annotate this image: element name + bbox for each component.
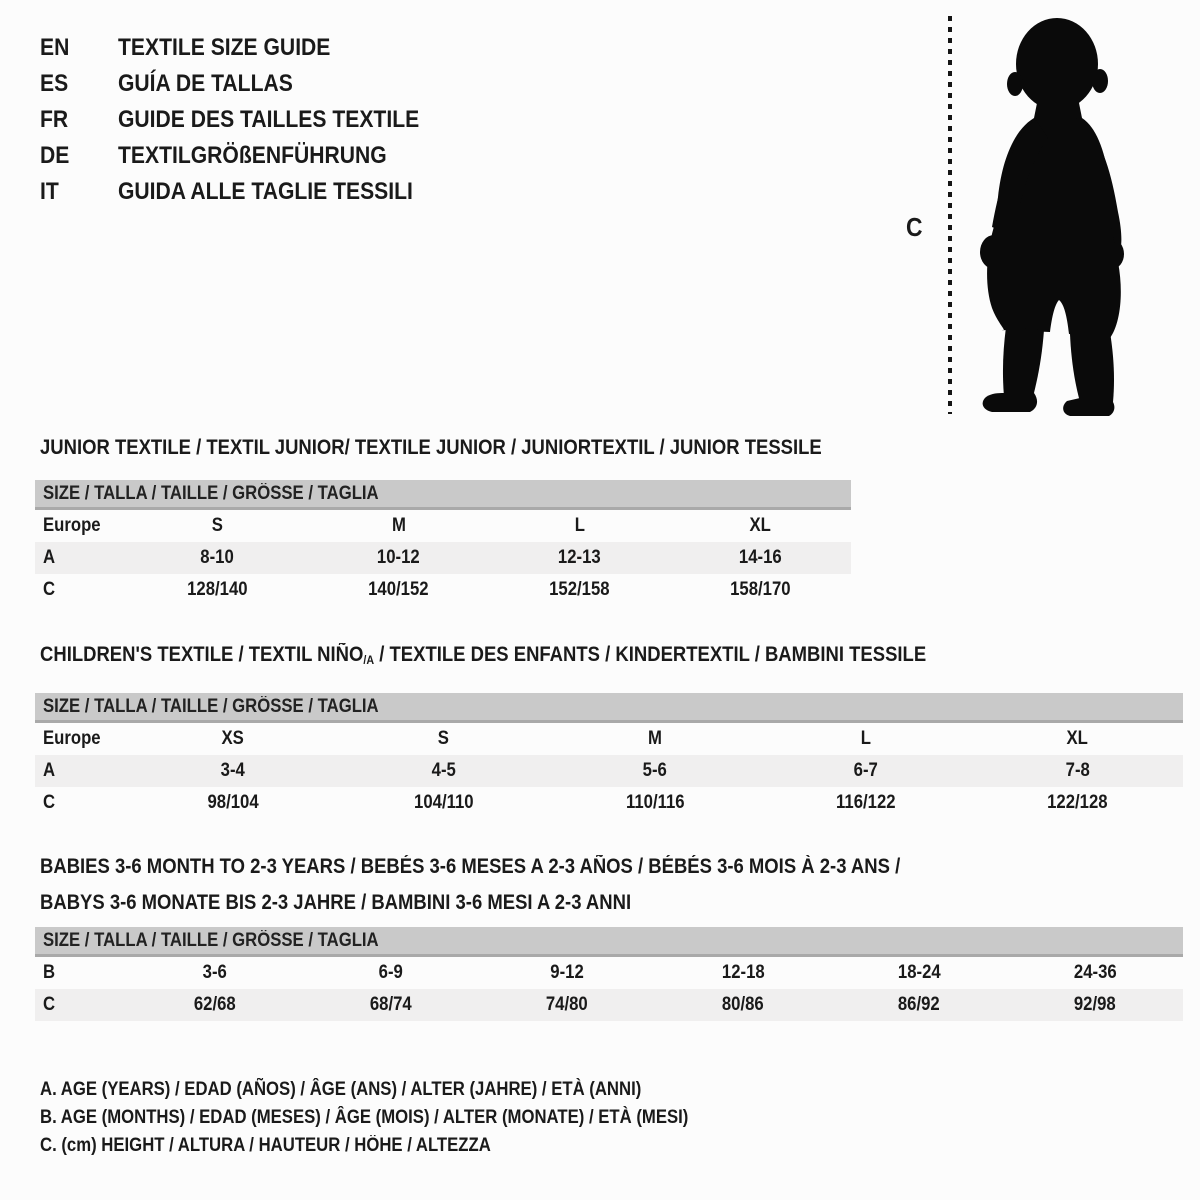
language-code: FR <box>40 106 69 133</box>
size-cell <box>479 962 655 984</box>
size-cell <box>303 994 479 1016</box>
size-cell-text: L <box>574 515 585 536</box>
table-row <box>35 510 851 542</box>
size-cell <box>308 579 489 601</box>
row-label <box>35 792 127 814</box>
size-cell-text: 110/116 <box>625 792 685 813</box>
childrens-textile-rows <box>35 723 1183 819</box>
size-cell-text: 92/98 <box>1074 994 1116 1015</box>
junior-textile-titles <box>40 436 851 460</box>
table-row <box>35 723 1183 755</box>
size-cell <box>972 728 1183 750</box>
size-cell-text: 3-6 <box>202 962 228 983</box>
size-cell-text: 7-8 <box>1065 760 1090 781</box>
size-cell-text: XL <box>749 515 772 536</box>
size-cell-text: 9-12 <box>550 962 584 983</box>
row-label-text: C <box>43 792 56 813</box>
title-part: JUNIOR TEXTILE / TEXTIL JUNIOR/ TEXTILE JUNIOR / JUNIORTEXTIL / JUNIOR TESSILE <box>40 436 822 459</box>
language-row <box>40 174 460 210</box>
row-label <box>35 994 127 1016</box>
row-label-text: A <box>43 547 56 568</box>
row-label <box>35 962 127 984</box>
size-cell <box>670 579 851 601</box>
section-title-text <box>40 885 631 921</box>
childrens-textile-section <box>35 643 1183 819</box>
size-cell <box>831 962 1007 984</box>
size-cell-text: 86/92 <box>898 994 940 1015</box>
height-measure-letter: C <box>906 212 923 242</box>
size-cell-text: M <box>391 515 406 536</box>
size-cell <box>479 994 655 1016</box>
row-label-text: C <box>43 994 56 1015</box>
language-row <box>40 30 460 66</box>
babies-textile-section <box>35 849 1183 1021</box>
size-header-label: SIZE / TALLA / TAILLE / GRÖSSE / TAGLIA <box>43 929 379 951</box>
size-cell-text: 12-13 <box>558 547 601 568</box>
height-measure-dashed-line <box>948 16 952 414</box>
language-title: TEXTILGRÖßENFÜHRUNG <box>118 142 387 169</box>
section-title-text <box>40 849 900 885</box>
size-cell <box>127 792 338 814</box>
size-cell <box>670 515 851 537</box>
section-title-text <box>40 643 926 672</box>
language-title: TEXTILE SIZE GUIDE <box>118 34 331 61</box>
table-row <box>35 787 1183 819</box>
language-code: IT <box>40 178 59 205</box>
language-row <box>40 102 460 138</box>
junior-textile-rows <box>35 510 851 606</box>
size-cell-text: 10-12 <box>377 547 420 568</box>
size-cell-text: M <box>648 728 662 749</box>
row-label <box>35 579 127 601</box>
size-cell <box>127 515 308 537</box>
title-part: BABYS 3-6 MONATE BIS 2-3 JAHRE / BAMBINI 3-6 MESI A 2-3 ANNI <box>40 891 632 914</box>
size-cell-text: 12-18 <box>721 962 765 983</box>
size-cell <box>338 728 549 750</box>
size-cell <box>549 728 760 750</box>
size-cell <box>338 760 549 782</box>
size-cell <box>972 792 1183 814</box>
babies-textile-titles <box>40 849 1183 921</box>
size-header-band <box>35 927 1183 957</box>
legend-line <box>40 1104 777 1132</box>
size-cell <box>308 547 489 569</box>
size-cell-text: 5-6 <box>642 760 668 781</box>
size-cell <box>308 515 489 537</box>
size-cell <box>670 547 851 569</box>
size-cell <box>972 760 1183 782</box>
size-cell-text: 128/140 <box>187 579 248 600</box>
size-cell <box>127 962 303 984</box>
size-cell-text: 6-7 <box>854 760 879 781</box>
row-label <box>35 728 127 750</box>
size-cell-text: 8-10 <box>200 547 235 568</box>
childrens-textile-titles <box>40 643 1183 672</box>
language-row <box>40 138 460 174</box>
babies-textile-rows <box>35 957 1183 1021</box>
section-title-text <box>40 436 822 460</box>
toddler-silhouette-icon <box>958 12 1150 420</box>
row-label <box>35 760 127 782</box>
size-cell-text: XS <box>221 728 244 749</box>
title-subscript: /A <box>363 653 375 667</box>
size-cell <box>831 994 1007 1016</box>
size-cell-text: XL <box>1066 728 1089 749</box>
size-header-band <box>35 480 851 510</box>
table-row <box>35 989 1183 1021</box>
section-title <box>40 643 1183 672</box>
table-row <box>35 574 851 606</box>
size-cell <box>489 547 670 569</box>
size-cell-text: 18-24 <box>897 962 941 983</box>
size-header-label: SIZE / TALLA / TAILLE / GRÖSSE / TAGLIA <box>43 482 379 504</box>
size-cell <box>655 994 831 1016</box>
title-part: CHILDREN'S TEXTILE / TEXTIL NIÑO <box>40 643 364 666</box>
size-cell-text: 122/128 <box>1047 792 1108 813</box>
size-cell <box>127 728 338 750</box>
language-code: DE <box>40 142 70 169</box>
language-title: GUÍA DE TALLAS <box>118 70 293 97</box>
row-label-text: C <box>43 579 56 600</box>
language-code: EN <box>40 34 70 61</box>
size-cell-text: 104/110 <box>414 792 474 813</box>
size-cell <box>127 994 303 1016</box>
size-header-band <box>35 693 1183 723</box>
legend-line-text: A. AGE (YEARS) / EDAD (AÑOS) / ÂGE (ANS) / ALTER (JAHRE) / ETÀ (ANNI) <box>40 1079 642 1100</box>
size-cell-text: 4-5 <box>431 760 456 781</box>
size-cell-text: 74/80 <box>546 994 588 1015</box>
size-cell <box>761 728 972 750</box>
height-measure-label <box>906 212 925 243</box>
table-row <box>35 755 1183 787</box>
language-code: ES <box>40 70 69 97</box>
section-title <box>40 849 1183 885</box>
language-title: GUIDA ALLE TAGLIE TESSILI <box>118 178 413 205</box>
size-cell-text: 98/104 <box>207 792 259 813</box>
size-cell <box>1007 994 1183 1016</box>
legend-line <box>40 1076 777 1104</box>
size-cell-text: S <box>211 515 224 536</box>
size-cell-text: 24-36 <box>1073 962 1117 983</box>
size-cell-text: 116/122 <box>836 792 896 813</box>
language-list <box>40 30 460 210</box>
size-cell <box>1007 962 1183 984</box>
size-cell-text: 158/170 <box>730 579 791 600</box>
size-cell <box>127 547 308 569</box>
size-header-label: SIZE / TALLA / TAILLE / GRÖSSE / TAGLIA <box>43 695 379 717</box>
row-label-text: Europe <box>43 515 101 536</box>
size-cell <box>761 760 972 782</box>
size-cell <box>549 792 760 814</box>
section-title <box>40 885 1183 921</box>
row-label-text: A <box>43 760 56 781</box>
language-title: GUIDE DES TAILLES TEXTILE <box>118 106 420 133</box>
legend-line <box>40 1132 777 1160</box>
size-cell-text: 152/158 <box>549 579 610 600</box>
size-cell-text: 3-4 <box>220 760 245 781</box>
row-label <box>35 547 127 569</box>
title-part: BABIES 3-6 MONTH TO 2-3 YEARS / BEBÉS 3-6 MESES A 2-3 AÑOS / BÉBÉS 3-6 MOIS À 2-3 ANS / <box>40 855 901 878</box>
size-cell-text: L <box>861 728 872 749</box>
table-row <box>35 957 1183 989</box>
size-cell-text: 62/68 <box>194 994 236 1015</box>
size-cell <box>489 579 670 601</box>
size-cell <box>127 579 308 601</box>
row-label-text: Europe <box>43 728 101 749</box>
size-cell-text: 140/152 <box>368 579 429 600</box>
size-cell-text: S <box>438 728 450 749</box>
size-cell <box>549 760 760 782</box>
legend <box>40 1076 777 1160</box>
table-row <box>35 542 851 574</box>
size-cell <box>489 515 670 537</box>
title-part: / TEXTILE DES ENFANTS / KINDERTEXTIL / BAMBINI TESSILE <box>374 643 927 666</box>
row-label <box>35 515 127 537</box>
size-cell <box>127 760 338 782</box>
legend-line-text: C. (cm) HEIGHT / ALTURA / HAUTEUR / HÖHE / ALTEZZA <box>40 1135 491 1156</box>
legend-line-text: B. AGE (MONTHS) / EDAD (MESES) / ÂGE (MOIS) / ALTER (MONATE) / ETÀ (MESI) <box>40 1107 689 1128</box>
size-cell <box>761 792 972 814</box>
size-cell-text: 14-16 <box>739 547 782 568</box>
size-cell-text: 6-9 <box>378 962 404 983</box>
junior-textile-section <box>35 436 851 606</box>
language-row <box>40 66 460 102</box>
row-label-text: B <box>43 962 56 983</box>
section-title <box>40 436 851 460</box>
size-cell <box>655 962 831 984</box>
size-cell-text: 80/86 <box>722 994 764 1015</box>
size-cell <box>303 962 479 984</box>
size-cell <box>338 792 549 814</box>
size-cell-text: 68/74 <box>370 994 412 1015</box>
